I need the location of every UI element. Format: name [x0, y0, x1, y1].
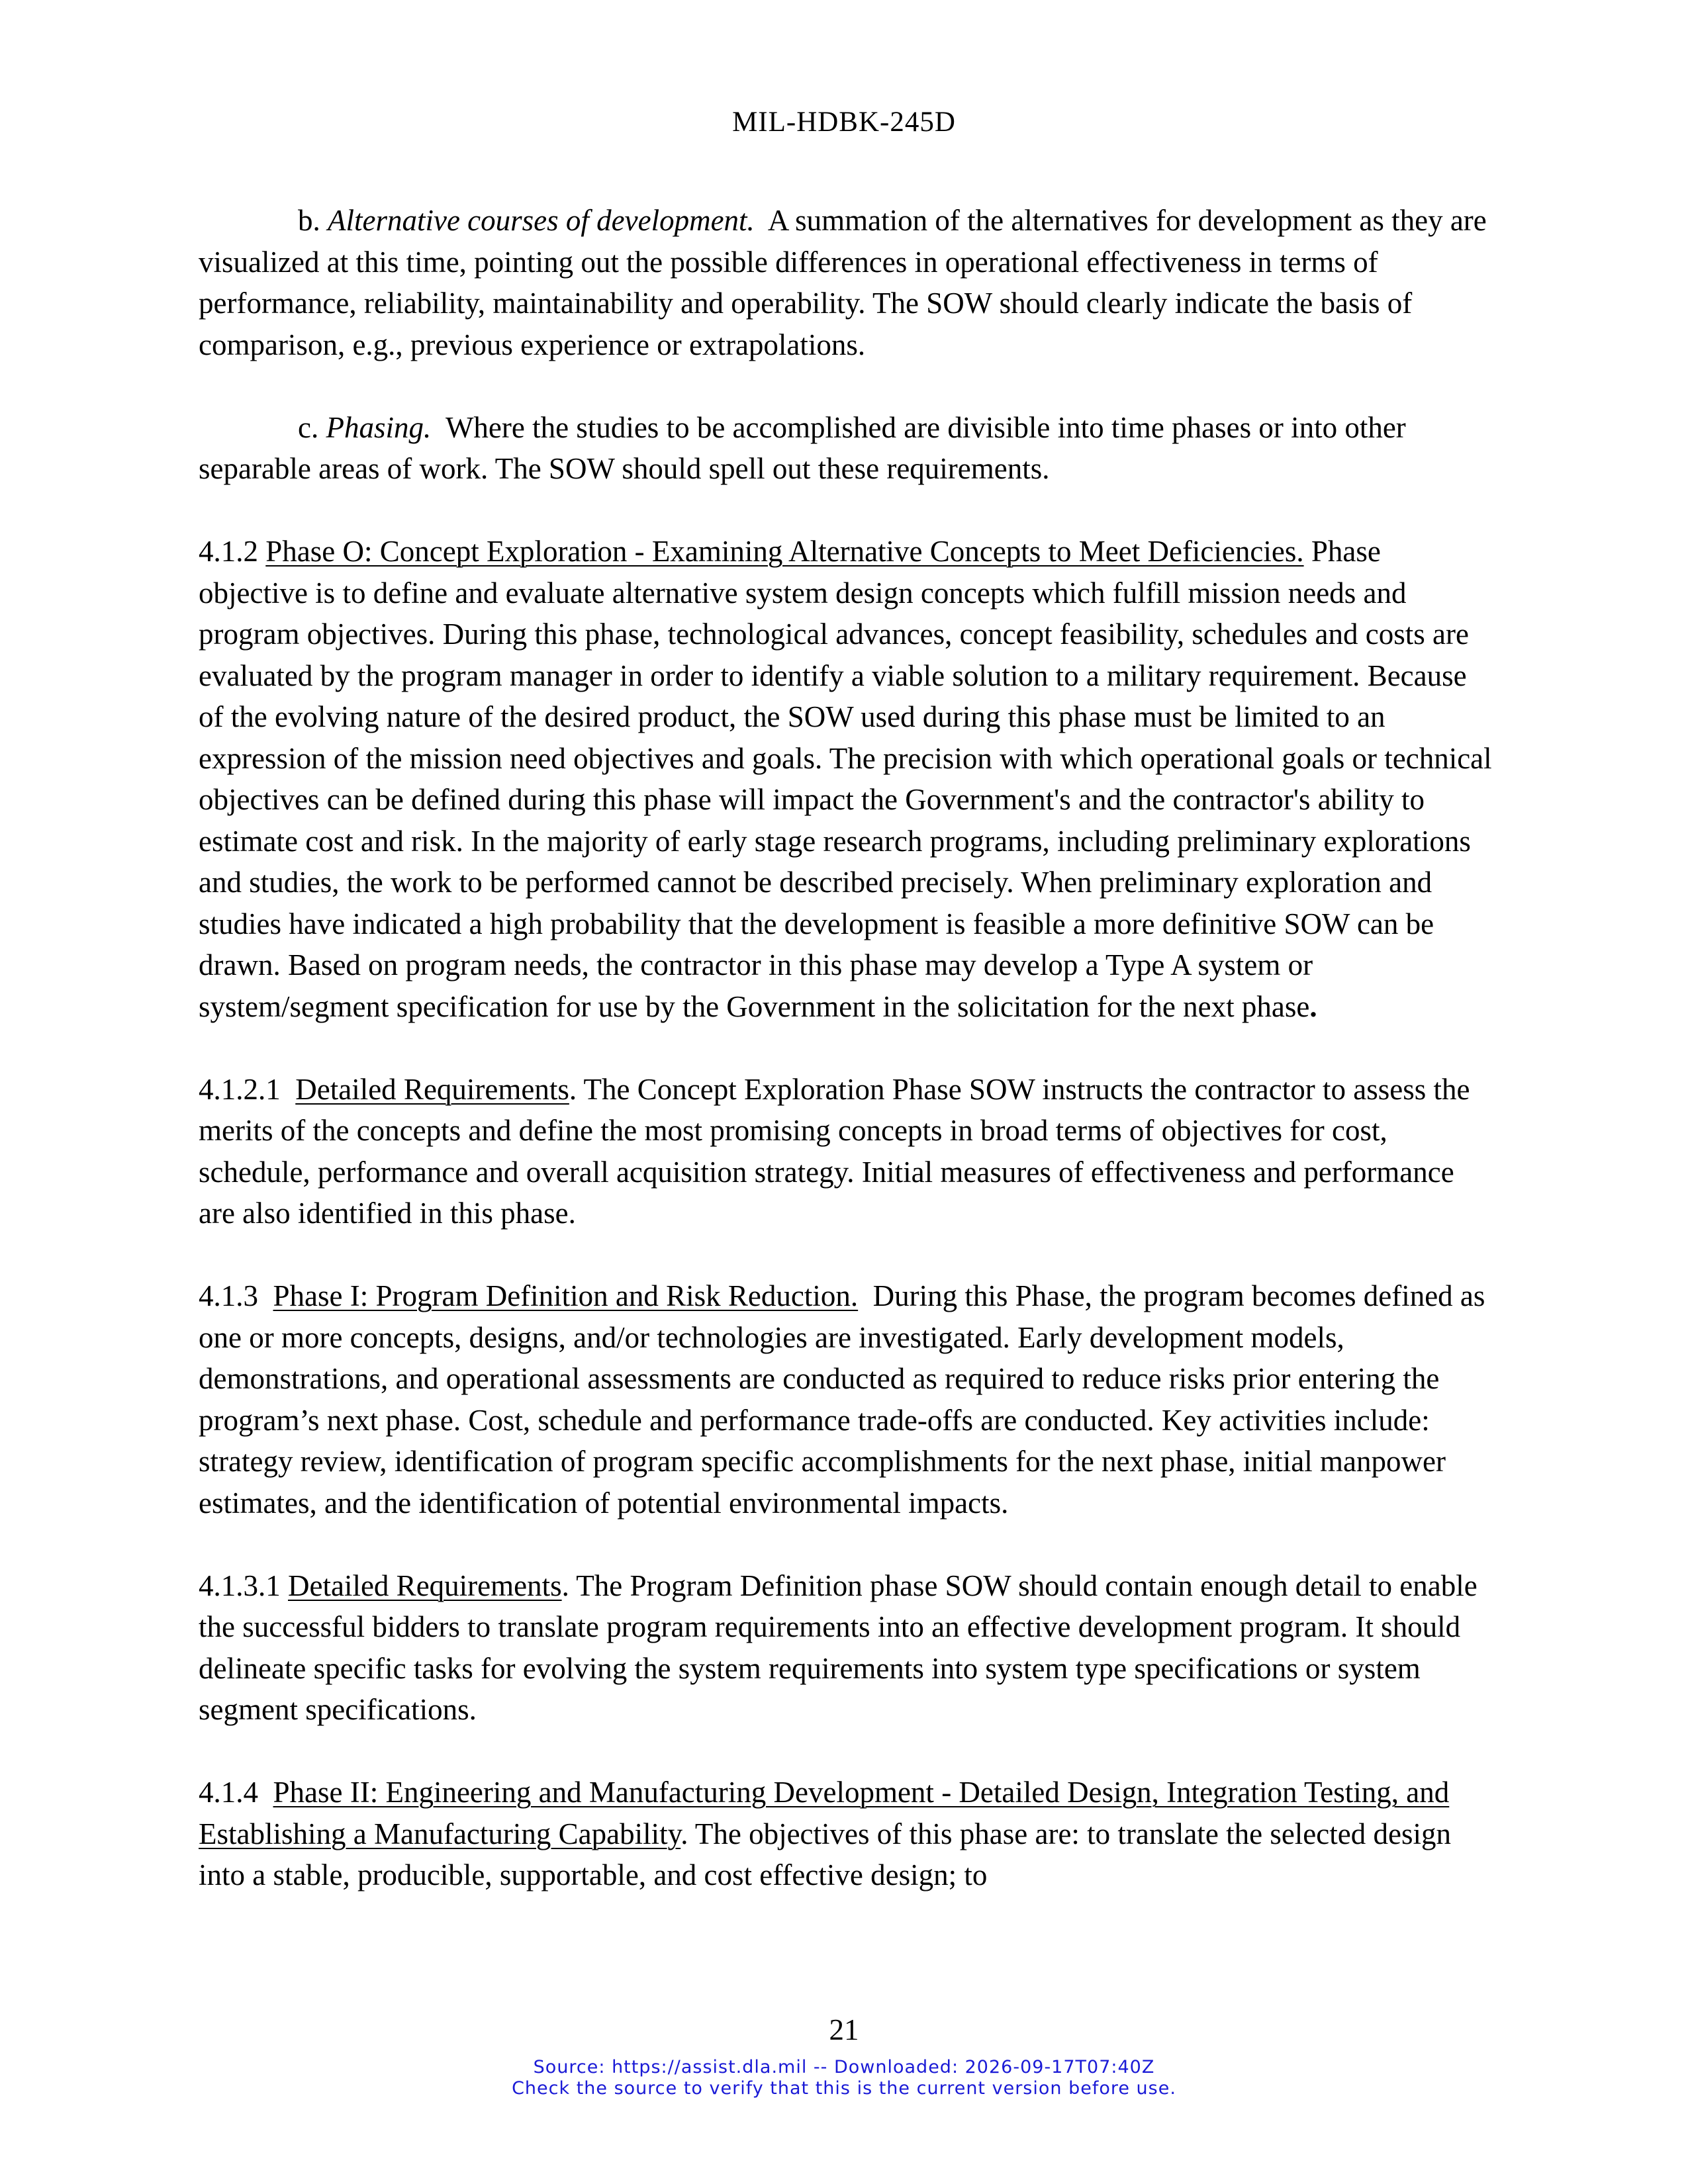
section-4-1-2-text: Phase objective is to define and evaluate alternative system design concepts which fulfill mission needs and program objectives. During this phase, technological advances, concept feasibility, schedules and costs are evaluated by the program manager in order to identify a viable solution to a military requirement. Because of the evolving nature of the desired product, the SOW used during this phase must be limited to an expression of the mission need objectives and goals. The precision with which operational goals or technical objectives can be defined during this phase will impact the Government's and the contractor's ability to estimate cost and risk. In the majority of early stage research programs, including preliminary explorations and studies, the work to be performed cannot be described precisely. When preliminary exploration and studies have indicated a high probability that the development is feasible a more definitive SOW can be drawn. Based on program needs, the contractor in this phase may develop a Type A system or system/segment specification for use by the Government in the solicitation for the next phase: [199, 535, 1492, 1023]
section-4-1-3-text: During this Phase, the program becomes defined as one or more concepts, designs, and/or technologies are investigated. Early development models, demonstrations, and operational assessments are conducted as required to reduce risks prior entering the program’s next phase. Cost, schedule and performance trade-offs are conducted. Key activities include: strategy review, identification of program specific accomplishments for the next phase, initial manpower estimates, and the identification of potential environmental impacts.: [199, 1279, 1485, 1520]
section-4-1-3-1-number: 4.1.3.1: [199, 1569, 281, 1602]
section-4-1-2-number: 4.1.2: [199, 535, 258, 568]
section-4-1-2-1: [199, 1069, 1496, 1234]
source-footer: [0, 2057, 1688, 2099]
page-number: 21: [829, 2013, 859, 2046]
paragraph-b: [199, 200, 1496, 365]
paragraph-b-text: A summation of the alternatives for development as they are visualized at this time, pointing out the possible differences in operational effectiveness in terms of performance, reliability, maintainability and operability. The SOW should clearly indicate the basis of comparison, e.g., previous experience or extrapolations.: [199, 204, 1487, 361]
section-4-1-3-1: [199, 1565, 1496, 1731]
section-4-1-4: [199, 1772, 1496, 1896]
section-4-1-3-1-heading: Detailed Requirements: [288, 1569, 562, 1602]
paragraph-b-label: b.: [298, 204, 320, 237]
document-id-header: MIL-HDBK-245D: [732, 107, 956, 138]
section-4-1-3-number: 4.1.3: [199, 1279, 258, 1312]
section-4-1-4-heading: Phase II: Engineering and Manufacturing Development - Detailed Design, Integration Testing, and Establishing a Manufacturing Capability: [199, 1776, 1450, 1850]
paragraph-c-label: c.: [298, 410, 319, 444]
paragraph-b-title: Alternative courses of development.: [328, 204, 755, 237]
paragraph-c-text: Where the studies to be accomplished are divisible into time phases or into other separable areas of work. The SOW should spell out these requirements.: [199, 410, 1406, 485]
section-4-1-2-1-number: 4.1.2.1: [199, 1072, 281, 1106]
section-4-1-2-heading: Phase O: Concept Exploration - Examining Alternative Concepts to Meet Deficiencies.: [265, 535, 1304, 568]
section-4-1-2-1-text: . The Concept Exploration Phase SOW instructs the contractor to assess the merits of the concepts and define the most promising concepts in broad terms of objectives for cost, schedule, performance and overall acquisition strategy. Initial measures of effectiveness and performance are also identified in this phase.: [199, 1072, 1470, 1230]
paragraph-c-title: Phasing.: [326, 410, 432, 444]
section-4-1-2-1-heading: Detailed Requirements: [295, 1072, 569, 1106]
section-4-1-3-heading: Phase I: Program Definition and Risk Reduction.: [273, 1279, 859, 1312]
document-body: [199, 200, 1496, 1937]
paragraph-c: [199, 407, 1496, 490]
section-4-1-4-text: . The objectives of this phase are: to translate the selected design into a stable, producible, supportable, and cost effective design; to: [199, 1817, 1451, 1891]
section-4-1-2: [199, 531, 1496, 1027]
footer-verify-line: Check the source to verify that this is the current version before use.: [512, 2078, 1176, 2099]
footer-source-line: Source: https://assist.dla.mil -- Downloaded: 2026-09-17T07:40Z: [533, 2057, 1155, 2077]
section-4-1-4-number: 4.1.4: [199, 1776, 258, 1809]
section-4-1-2-end-mark: .: [1309, 989, 1317, 1023]
section-4-1-3-1-text: . The Program Definition phase SOW should contain enough detail to enable the successful bidders to translate program requirements into an effective development program. It should delineate specific tasks for evolving the system requirements into system type specifications or system segment specifications.: [199, 1569, 1477, 1726]
section-4-1-3: [199, 1275, 1496, 1524]
